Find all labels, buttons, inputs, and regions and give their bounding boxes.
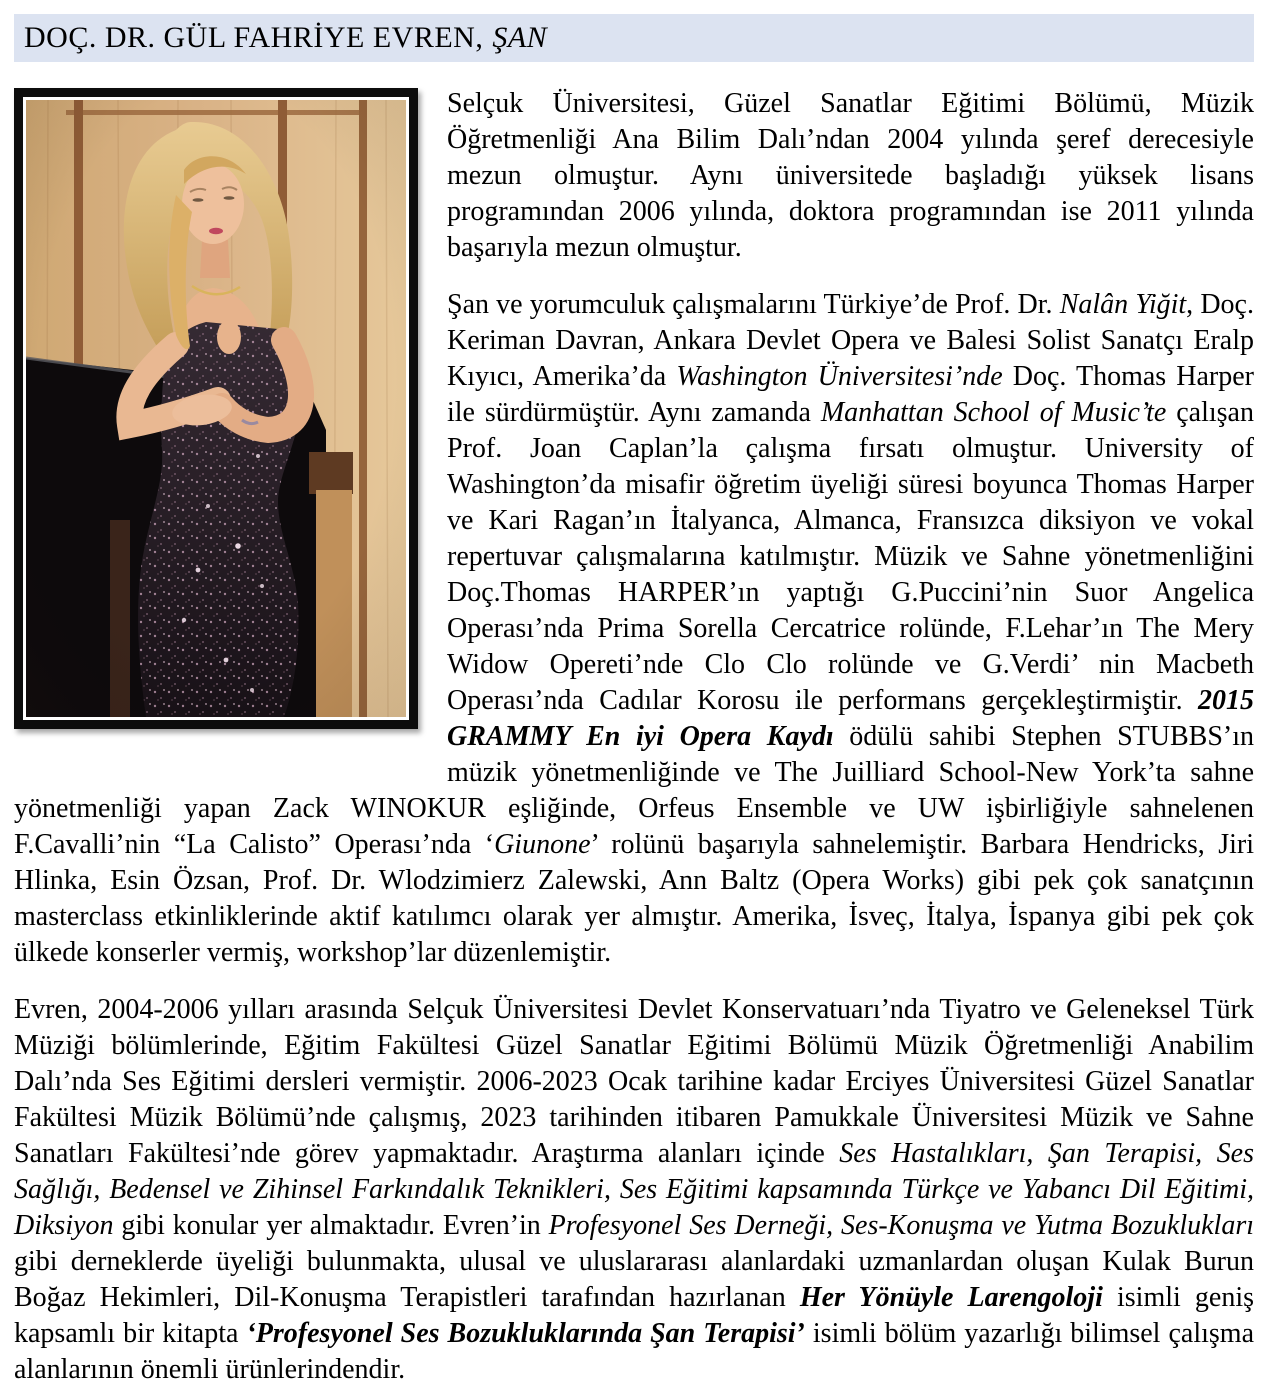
text-segment: 2015 GRAMMY En iyi Opera Kaydı [447, 685, 1254, 752]
text-segment: Her Yönüyle Larengoloji [799, 1282, 1103, 1313]
text-segment: Selçuk Üniversitesi, Güzel Sanatlar Eğitimi Bölümü, Müzik Öğretmenliği Ana Bilim Dalı’ndan 2004 yılında şeref derecesiyle mezun olmuştur. Aynı üniversitede başladığı yüksek lisans programından 2006 yılında, doktora programından ise 2011 yılında başarıyla mezun olmuştur. [447, 88, 1254, 263]
text-segment: Nalân Yiğit [1059, 289, 1187, 320]
photo-vignette [26, 100, 406, 717]
text-segment: Evren, 2004-2006 yılları arasında Selçuk Üniversitesi Devlet Konservatuarı’nda Tiyatro ve Geleneksel Türk Müziği bölümlerinde, Eğitim Fakültesi Güzel Sanatlar Eğitimi Bölümü Müzik Öğretmenliği Anabilim Dalı’nda Ses Eğitimi dersleri vermiştir. 2006-2023 Ocak tarihine kadar Erciyes Üniversitesi Güzel Sanatlar Fakültesi Müzik Bölümü’nde çalışmış, 2023 tarihinden itibaren Pamukkale Üniversitesi Müzik ve Sahne Sanatları Fakültesi’nde görev yapmaktadır. Araştırma alanları içinde [14, 994, 1254, 1169]
text-segment: Şan ve yorumculuk çalışmalarını Türkiye’de Prof. Dr. [447, 289, 1060, 320]
text-segment: Doç. Thomas Harper ile sürdürmüştür. Aynı zamanda [447, 361, 1255, 428]
person-role: ŞAN [492, 21, 548, 54]
text-segment: isimli bölüm yazarlığı bilimsel çalışma alanlarının önemli ürünlerindendir. [14, 1318, 1254, 1385]
text-segment: gibi konular yer almaktadır. Evren’in [113, 1210, 549, 1241]
text-segment: , Doç. Keriman Davran, Ankara Devlet Opera ve Balesi Solist Sanatçı Eralp Kıyıcı, Amerika’da [447, 289, 1254, 392]
text-segment: ‘Profesyonel Ses Bozukluklarında Şan Terapisi’ [246, 1318, 805, 1349]
portrait-illustration [26, 100, 406, 717]
text-segment: isimli geniş kapsamlı bir kitapta [14, 1282, 1254, 1349]
text-segment: Ses Hastalıkları, Şan Terapisi, Ses Sağlığı, Bedensel ve Zihinsel Farkındalık Teknikleri, Ses Eğitimi kapsamında Türkçe ve Yabancı Dil Eğitimi, Diksiyon [14, 1138, 1254, 1241]
portrait-photo [14, 88, 418, 729]
text-segment: ’ rolünü başarıyla sahnelemiştir. Barbara Hendricks, Jiri Hlinka, Esin Özsan, Prof. Dr. Wlodzimierz Zalewski, Ann Baltz (Opera Works) gibi pek çok sanatçının masterclass etkinliklerinde aktif katılımcı olarak yer almıştır. Amerika, İsveç, İtalya, İspanya gibi pek çok ülkede konserler vermiş, workshop’lar düzenlemiştir. [14, 829, 1254, 968]
text-segment: Giunone [494, 829, 591, 860]
text-segment: ödülü sahibi Stephen STUBBS’ın müzik yönetmenliğinde ve The Juilliard School-New York’ta sahne yönetmenliği yapan Zack WINOKUR eşliğinde, Orfeus Ensemble ve UW işbirliğiyle sahnelenen F.Cavalli’nin “La Calisto” Operası’nda ‘ [14, 721, 1255, 860]
text-segment: Manhattan School of Music’te [820, 397, 1167, 428]
biography-body [14, 86, 1254, 1388]
text-segment: Profesyonel Ses Derneği, Ses-Konuşma ve Yutma Bozuklukları [548, 1210, 1254, 1241]
text-segment: çalışan Prof. Joan Caplan’la çalışma fırsatı olmuştur. University of Washington’da misafir öğretim üyeliği süresi boyunca Thomas Harper ve Kari Ragan’ın İtalyanca, Almanca, Fransızca diksiyon ve vokal repertuvar çalışmalarına katılmıştır. Müzik ve Sahne yönetmenliğini Doç.Thomas HARPER’ın yaptığı G.Puccini’nin Suor Angelica Operası’nda Prima Sorella Cercatrice rolünde, F.Lehar’ın The Mery Widow Opereti’nde Clo Clo rolünde ve G.Verdi’ nin Macbeth Operası’nda Cadılar Korosu ile performans gerçekleştirmiştir. [447, 397, 1254, 716]
text-segment: Washington Üniversitesi’nde [676, 361, 1003, 392]
title-bar [14, 14, 1254, 62]
bio-paragraph-academic [14, 992, 1254, 1388]
person-name: DOÇ. DR. GÜL FAHRİYE EVREN, [24, 21, 484, 54]
text-segment: gibi derneklerde üyeliği bulunmakta, ulusal ve uluslararası alanlardaki uzmanlardan oluşan Kulak Burun Boğaz Hekimleri, Dil-Konuşma Terapistleri tarafından hazırlanan [14, 1246, 1254, 1313]
